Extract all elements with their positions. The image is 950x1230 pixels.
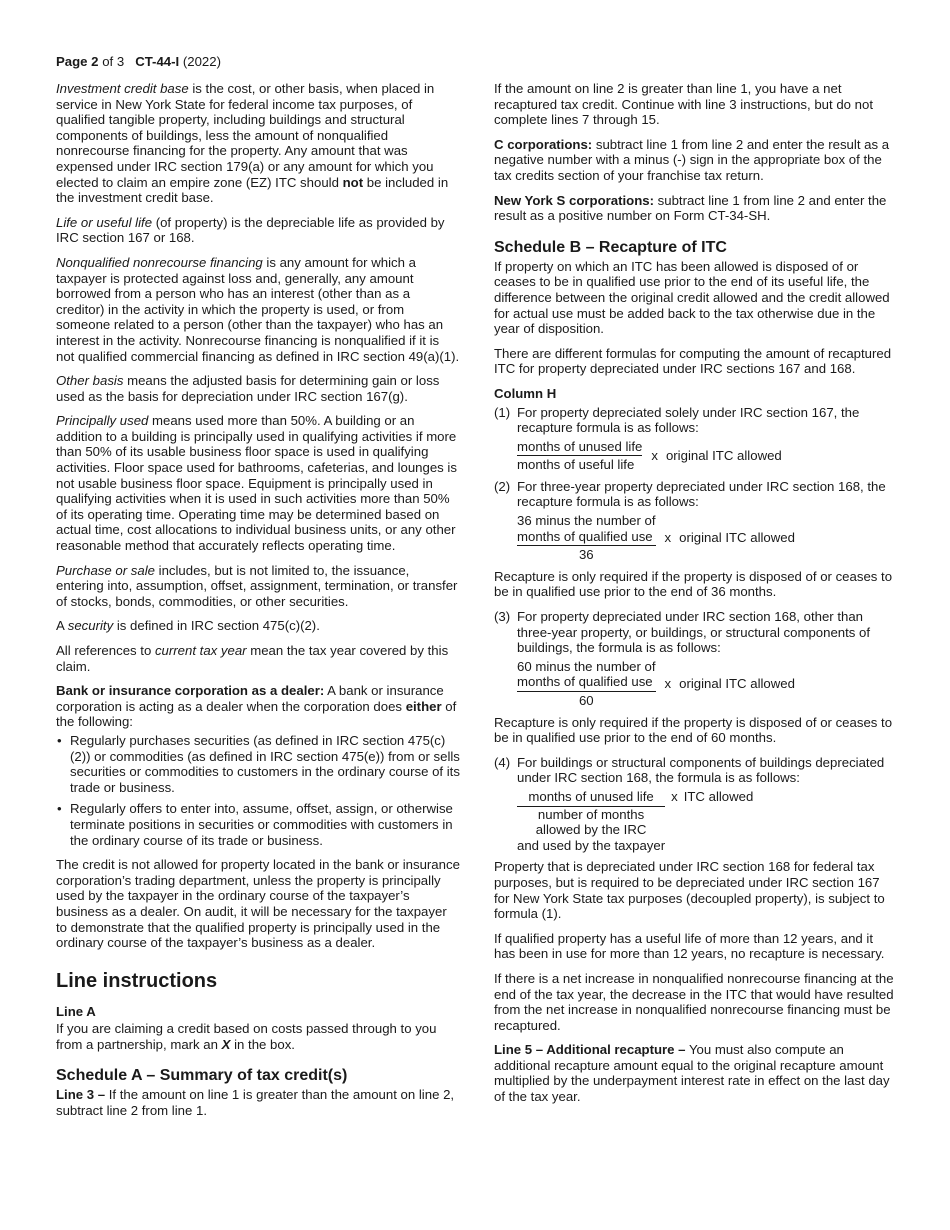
multiply-sign: x: [664, 530, 672, 546]
formula-item-3: [494, 609, 896, 709]
multiply-sign: x: [671, 788, 678, 804]
lead-in: C corporations:: [494, 136, 593, 152]
bank-dealer-paragraph: [56, 683, 460, 730]
line-2-greater-paragraph: If the amount on line 2 is greater than line 1, you have a net recaptured tax credit. Continue with line 3 instructions, but do not complete lines 7 through 15.: [494, 81, 873, 128]
lead-in: Bank or insurance corporation as a dealer:: [56, 683, 325, 699]
multiply-sign: x: [664, 675, 672, 691]
fraction: [517, 439, 642, 473]
definition-text: is any amount for which a taxpayer is protected against loss and, generally, any amount borrowed from a person who has an interest (other than as a creditor) in the activity in which the property is used, or from someone related to a person (other than the taxpayer) who has an interest in the activity. Nonrecourse financing is nonqualified if it is not qualified commercial financing as defined in IRC section 49(a)(1).: [56, 254, 460, 364]
definition-text: mean the tax year covered by this claim.: [56, 643, 449, 674]
line-instructions-heading: Line instructions: [56, 969, 218, 992]
definition-principally-used: [56, 413, 460, 553]
form-year: (2022): [182, 54, 221, 69]
term: Nonqualified nonrecourse financing: [56, 254, 263, 270]
emphasis: not: [342, 174, 364, 190]
formula-rhs: ITC allowed: [683, 788, 754, 804]
numerator-line: 60 minus the number of: [517, 658, 656, 674]
paragraph-text: subtract line 1 from line 2 and enter the result as a positive number on Form CT-34-SH.: [494, 192, 887, 224]
fraction: [517, 789, 665, 853]
item-number: (2): [494, 478, 511, 494]
definition-text: A: [56, 618, 68, 634]
formula-3: [517, 659, 896, 709]
fraction: [517, 513, 656, 563]
column-h-heading: Column H: [494, 385, 557, 401]
line-a-paragraph: [56, 1021, 460, 1052]
recapture-36-paragraph: Recapture is only required if the property is disposed of or ceases to be in qualified use prior to the end of 36 months.: [494, 568, 893, 600]
denominator: 60: [578, 693, 594, 708]
term: security: [67, 618, 114, 634]
paragraph-text: A bank or insurance corporation is acting as a dealer when the corporation does: [56, 683, 444, 714]
formula-item-4: [494, 755, 896, 854]
s-corporations-paragraph: [494, 193, 896, 224]
decoupled-property-paragraph: Property that is depreciated under IRC section 168 for federal tax purposes, but is required to be depreciated under IRC section 167 for New York State tax purposes (decoupled property), is subject to formula (1).: [494, 859, 885, 922]
definition-purchase-or-sale: [56, 563, 460, 610]
definition-security: [56, 618, 460, 634]
net-increase-paragraph: If there is a net increase in nonqualified nonrecourse financing at the end of the tax year, the decrease in the ITC that would have resulted from the net increase in nonqualified nonrecourse financing must be recaptured.: [494, 970, 894, 1033]
term: Other basis: [56, 373, 124, 389]
definition-other-basis: [56, 373, 460, 404]
formula-rhs: original ITC allowed: [679, 675, 795, 691]
definition-current-tax-year: [56, 643, 460, 674]
schedule-a-heading: Schedule A – Summary of tax credit(s): [56, 1067, 348, 1085]
definition-text: includes, but is not limited to, the issuance, entering into, assumption, offset, assignment, termination, or transfer of stocks, bonds, commodities, or other securities.: [56, 562, 458, 609]
term: Principally used: [56, 413, 149, 429]
line-a-heading: Line A: [56, 1003, 96, 1019]
list-item: • Regularly purchases securities (as defined in IRC section 475(c)(2)) or commodities (as defined in IRC section 475(e)) from or sells securities or commodities to customers in the ordinary course of its trade or business.: [56, 733, 460, 795]
term: Purchase or sale: [56, 562, 155, 578]
mark-x: X: [221, 1036, 231, 1052]
item-text: For three-year property depreciated under IRC section 168, the recapture formula is as follows:: [517, 478, 886, 510]
numerator: months of qualified use: [517, 529, 656, 547]
formulas-intro: There are different formulas for computing the amount of recaptured ITC for property depreciated under IRC sections 167 and 168.: [494, 345, 892, 377]
item-number: (3): [494, 609, 511, 625]
numerator: months of unused life: [517, 789, 665, 807]
paragraph-text: You must also compute an additional recapture amount equal to the original recapture amount multiplied by the underpayment interest rate in effect on the last day of the tax year.: [494, 1042, 890, 1105]
definition-text: means used more than 50%. A building or an addition to a building is principally used in qualifying activities if more than 50% of its usable business floor space is used in qualifying activities. Floor space used for bathrooms, cafeterias, and lounges is not usable business floor space. Equipment is principally used in qualifying activities when it is used in such activities more than 50% of its operating time. Operating time may be determined based on actual time, cost allocations to individual business units, or any other reasonable method that accurately reflects operating time.: [56, 413, 457, 554]
denominator-line: and used by the taxpayer: [517, 837, 666, 853]
definition-text: be included in the investment credit base.: [56, 174, 449, 206]
definition-investment-credit-base: [56, 81, 460, 206]
lead-in: New York S corporations:: [494, 192, 654, 208]
definition-text: All references to: [56, 643, 155, 658]
item-text: For buildings or structural components of buildings depreciated under IRC section 168, the formula is as follows:: [517, 754, 885, 786]
formula-2: [517, 513, 896, 563]
recapture-60-paragraph: Recapture is only required if the property is disposed of or ceases to be in qualified use prior to the end of 60 months.: [494, 714, 893, 746]
formula-item-1: [494, 405, 896, 473]
paragraph-text: If the amount on line 1 is greater than the amount on line 2, subtract line 2 from line 1.: [56, 1087, 455, 1119]
paragraph-text: in the box.: [230, 1036, 295, 1052]
denominator: 36: [578, 547, 594, 563]
multiply-sign: x: [651, 447, 658, 463]
formula-1: [517, 439, 896, 473]
paragraph-text: If you are claiming a credit based on costs passed through to you from a partnership, mark an: [56, 1021, 437, 1052]
numerator: months of qualified use: [517, 674, 656, 692]
paragraph-text: subtract line 1 from line 2 and enter the result as a negative number with a minus (-) sign in the appropriate box of the tax credits section of your franchise tax return.: [494, 136, 890, 183]
credit-not-allowed-paragraph: The credit is not allowed for property located in the bank or insurance corporation’s trading department, unless the property is principally used by the taxpayer in the ordinary course of the taxpayer’s business as a dealer. On audit, it will be necessary for the taxpayer to demonstrate that the qualified property is principally used in the ordinary course of the taxpayer’s business as a dealer.: [56, 857, 460, 951]
definition-text: means the adjusted basis for determining gain or loss used as the basis for depreciation under IRC section 167(g).: [56, 373, 440, 404]
formula-rhs: original ITC allowed: [665, 447, 782, 463]
formula-item-2: [494, 479, 896, 563]
fraction: [517, 659, 656, 709]
paragraph-text: of the following:: [56, 698, 457, 730]
term: Life or useful life: [56, 214, 153, 230]
lead-in: Line 3 –: [56, 1087, 106, 1103]
definition-text: (of property) is the depreciable life as provided by IRC section 167 or 168.: [56, 214, 445, 246]
definition-text: is the cost, or other basis, when placed in service in New York State for federal income tax purposes, of qualified tangible property, including buildings and structural components of buildings, less the amount of nonqualified nonrecourse financing for the property. Any amount that was expensed under IRC section 179(a) or any amount for which you elected to claim an empire zone (EZ) ITC should: [56, 81, 435, 190]
emphasis: either: [405, 698, 442, 714]
item-number: (1): [494, 404, 511, 420]
formula-4: [517, 789, 896, 853]
list-item: • Regularly offers to enter into, assume, offset, assign, or otherwise terminate positions in securities or commodities with customers in the ordinary course of its trade or business.: [56, 801, 460, 848]
denominator-line: allowed by the IRC: [535, 822, 647, 838]
numerator: months of unused life: [517, 439, 642, 457]
item-text: For property depreciated solely under IRC section 167, the recapture formula is as follows:: [517, 404, 860, 436]
schedule-b-heading: Schedule B – Recapture of ITC: [494, 238, 727, 256]
line-3-paragraph: [56, 1087, 460, 1118]
right-column: [494, 81, 896, 1114]
denominator-line: number of months: [537, 806, 645, 822]
lead-in: Line 5 – Additional recapture –: [494, 1042, 686, 1058]
item-number: (4): [494, 754, 511, 770]
schedule-b-intro: If property on which an ITC has been allowed is disposed of or ceases to be in qualified use prior to the end of its useful life, the difference between the original credit allowed and the credit allowed for actual use must be added back to the tax otherwise due in the year of disposition.: [494, 258, 890, 337]
term: Investment credit base: [56, 81, 189, 96]
definition-useful-life: [56, 215, 460, 246]
page-number: Page 2: [56, 54, 99, 69]
left-column: [56, 81, 460, 1128]
page-header: [56, 54, 221, 70]
form-id: CT-44-I: [135, 54, 180, 69]
c-corporations-paragraph: [494, 137, 896, 184]
term: current tax year: [154, 643, 247, 658]
formula-rhs: original ITC allowed: [679, 530, 795, 546]
item-text: For property depreciated under IRC section 168, other than three-year property, or buildings, or structural components of buildings, the formula is as follows:: [517, 609, 871, 656]
definition-text: is defined in IRC section 475(c)(2).: [113, 618, 320, 634]
useful-life-12-paragraph: If qualified property has a useful life of more than 12 years, and it has been in use for more than 12 years, no recapture is necessary.: [494, 930, 885, 962]
page-total: of 3: [102, 54, 125, 69]
denominator: months of useful life: [517, 457, 635, 473]
dealer-criteria-list: [56, 733, 460, 848]
line-5-paragraph: [494, 1042, 896, 1104]
numerator-line: 36 minus the number of: [517, 513, 656, 529]
definition-nonrecourse-financing: [56, 255, 460, 364]
